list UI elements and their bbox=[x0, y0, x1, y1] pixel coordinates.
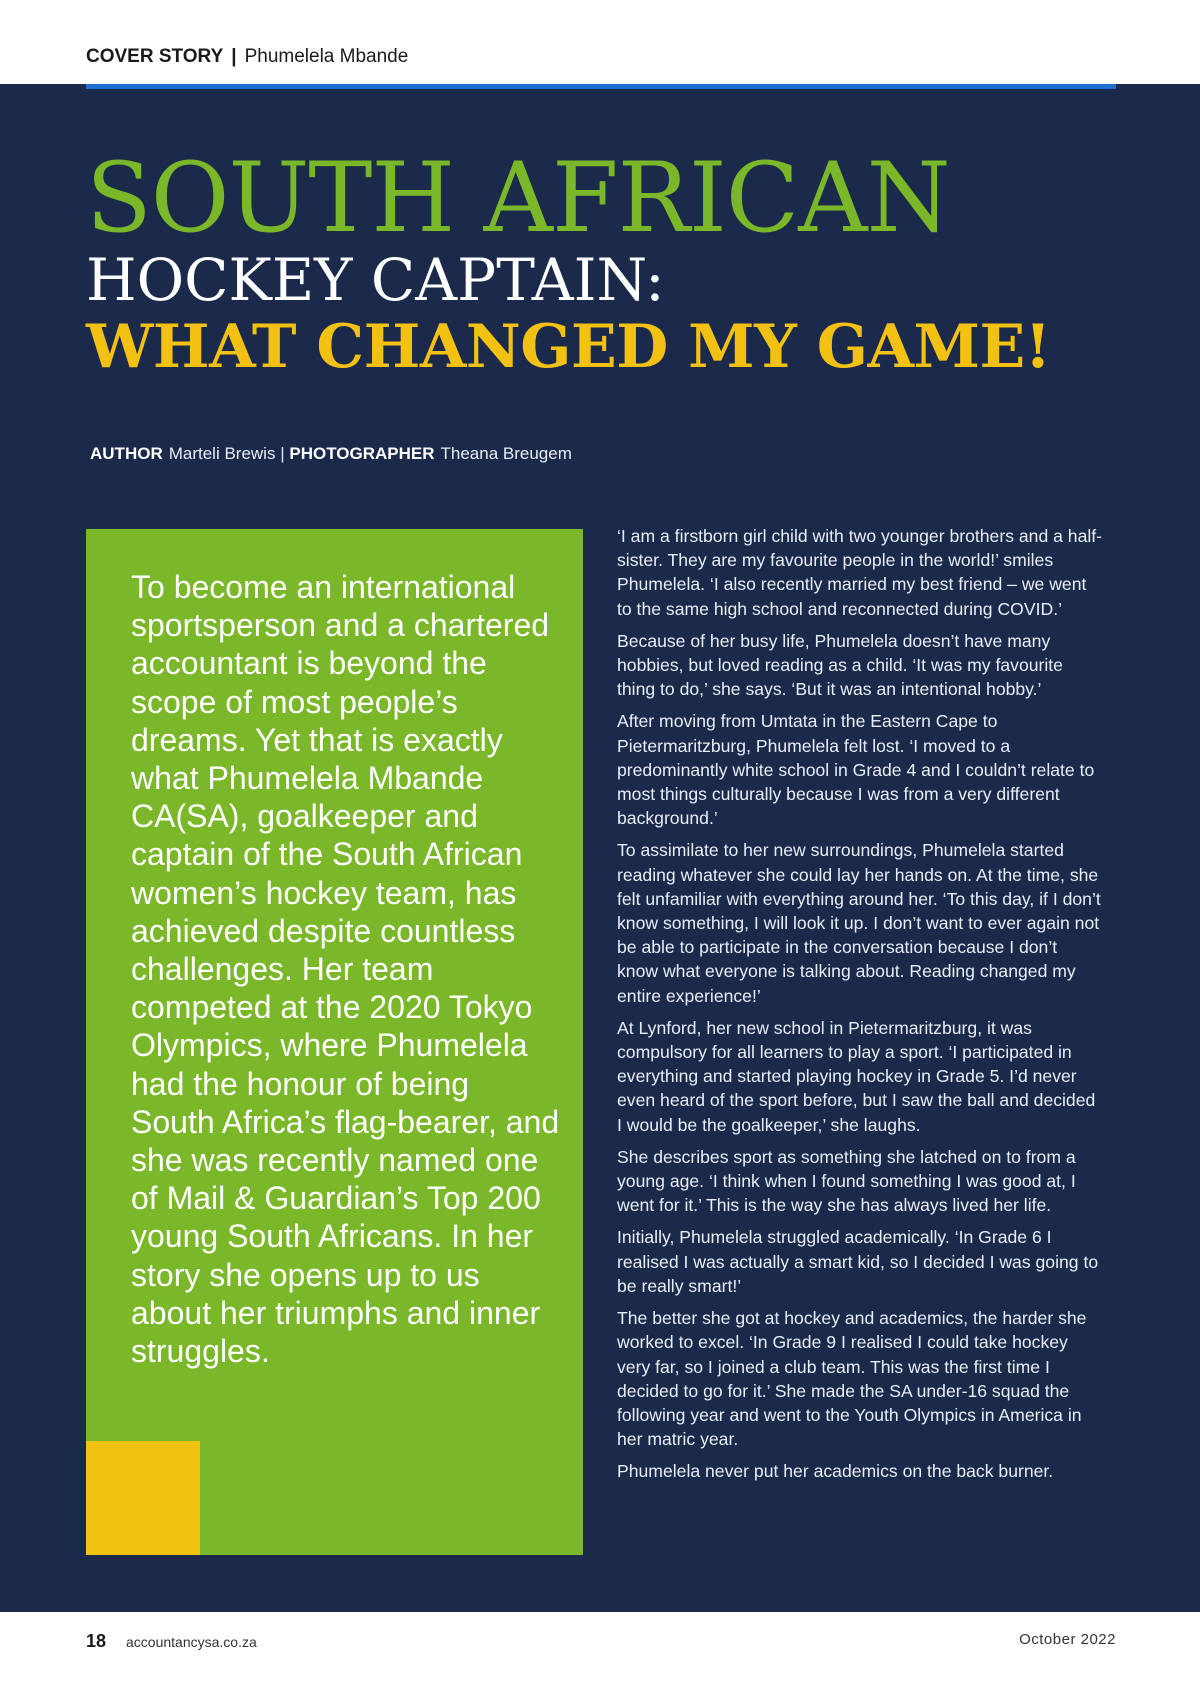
photographer-label: PHOTOGRAPHER bbox=[289, 444, 435, 463]
accent-square bbox=[86, 1441, 200, 1555]
running-header bbox=[86, 46, 408, 76]
body-paragraph: Initially, Phumelela struggled academically. ‘In Grade 6 I realised I was actually a smart kid, so I decided I was going to be really smart!’ bbox=[617, 1227, 1099, 1296]
author-name: Marteli Brewis bbox=[168, 444, 276, 463]
article-body bbox=[617, 524, 1103, 1492]
header-subject: Phumelela Mbande bbox=[244, 46, 409, 67]
body-paragraph: ‘I am a firstborn girl child with two younger brothers and a half-sister. They are my favourite people in the world!’ smiles Phumelela. ‘I also recently married my best friend – we went to the same high school and reconnected during COVID.’ bbox=[617, 526, 1103, 619]
footer-website: accountancysa.co.za bbox=[126, 1634, 257, 1650]
body-paragraph: The better she got at hockey and academics, the harder she worked to excel. ‘In Grade 9 I realised I could take hockey very far, so I joined a club team. This was the first time I decided to go for it.’ She made the SA under-16 squad the following year and went to the Youth Olympics in America in her matric year. bbox=[617, 1308, 1087, 1450]
headline-line-2: HOCKEY CAPTAIN: bbox=[86, 246, 665, 314]
footer-date: October 2022 bbox=[1019, 1631, 1116, 1648]
header-separator: | bbox=[231, 46, 237, 67]
byline-separator: | bbox=[280, 444, 285, 463]
author-label: AUTHOR bbox=[90, 444, 163, 463]
body-paragraph: At Lynford, her new school in Pietermaritzburg, it was compulsory for all learners to play a sport. ‘I participated in everything and started playing hockey in Grade 5. I’d never even heard of the sport before, but I saw the ball and decided I would be the goalkeeper,’ she laughs. bbox=[617, 1017, 1096, 1135]
headline-line-3: WHAT CHANGED MY GAME! bbox=[86, 312, 1051, 382]
photographer-name: Theana Breugem bbox=[440, 444, 572, 463]
header-rule bbox=[86, 84, 1116, 89]
section-label: COVER STORY bbox=[86, 46, 224, 67]
byline bbox=[90, 444, 572, 464]
body-paragraph: To assimilate to her new surroundings, Phumelela started reading whatever she could lay her hands on. At the time, she felt unfamiliar with everything around her. ‘To this day, if I don’t know something, I will look it up. I don’t want to ever again not be able to participate in the conversation because I don’t know what everyone is talking about. Reading changed my entire experience!’ bbox=[617, 840, 1101, 1006]
headline-line-1: SOUTH AFRICAN bbox=[86, 142, 950, 254]
body-paragraph: Because of her busy life, Phumelela doesn’t have many hobbies, but loved reading as a child. ‘It was my favourite thing to do,’ she says. ‘But it was an intentional hobby.’ bbox=[617, 630, 1063, 700]
intro-text: To become an international sportsperson and a chartered accountant is beyond the scope of most people’s dreams. Yet that is exactly what Phumelela Mbande CA(SA), goalkeeper and captain of the South African women’s hockey team, has achieved despite countless challenges. Her team competed at the 2020 Tokyo Olympics, where Phumelela had the honour of being South Africa’s flag-bearer, and she was recently named one of Mail & Guardian’s Top 200 young South Africans. In her story she opens up to us about her triumphs and inner struggles. bbox=[131, 569, 560, 1370]
page-number: 18 bbox=[86, 1631, 107, 1651]
body-paragraph: Phumelela never put her academics on the back burner. bbox=[617, 1461, 1054, 1482]
body-paragraph: She describes sport as something she latched on to from a young age. ‘I think when I found something I was good at, I went for it.’ This is the way she has always lived her life. bbox=[617, 1146, 1076, 1216]
body-paragraph: After moving from Umtata in the Eastern Cape to Pietermaritzburg, Phumelela felt lost. ‘I moved to a predominantly white school in Grade 4 and I couldn’t relate to most things culturally because I was from a very different background.’ bbox=[617, 711, 1095, 829]
